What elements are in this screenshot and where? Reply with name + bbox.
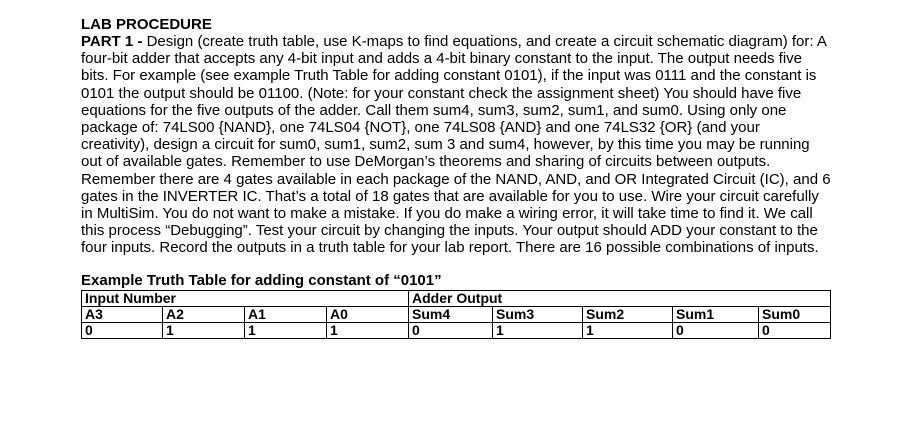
col-header-sum3: Sum3 xyxy=(493,306,583,322)
section-heading: LAB PROCEDURE xyxy=(81,16,212,33)
cell-sum0: 0 xyxy=(759,322,831,338)
cell-a0: 1 xyxy=(327,322,409,338)
cell-sum2: 1 xyxy=(583,322,673,338)
col-header-sum0: Sum0 xyxy=(759,306,831,322)
col-header-a0: A0 xyxy=(327,306,409,322)
part1-text: Design (create truth table, use K-maps to find equations, and create a circuit schematic diagram) for: A four-bit adder that accepts any 4-bit input and adds a 4-bit binary constant to the input. The output needs five bits. For example (see example Truth Table for adding constant 0101), if the input was 0111 and the constant is 0101 the output should be 01100. (Note: for your constant check the assignment sheet) You should have five equations for the five outputs of the adder. Call them sum4, sum3, sum2, sum1, and sum0. Using only one package of: 74LS00 {NAND}, one 74LS04 {NOT}, one 74LS08 {AND} and one 74LS32 {OR} (and your creativity), design a circuit for sum0, sum1, sum2, sum 3 and sum4, however, by this time you may be running out of available gates. Remember to use DeMorgan’s theorems and sharing of circuits between outputs. Remember there are 4 gates available in each package of the NAND, AND, and OR Integrated Circuit (IC), and 6 gates in the INVERTER IC. That’s a total of 18 gates that are available for you to use. Wire your circuit carefully in MultiSim. You do not want to make a mistake. If you do make a wiring error, it will take time to find it. We call this process “Debugging”. Test your circuit by changing the inputs. Your output should ADD your constant to the four inputs. Record the outputs in a truth table for your lab report. There are 16 possible combinations of inputs. xyxy=(81,33,831,257)
col-header-sum4: Sum4 xyxy=(409,306,493,322)
cell-a3: 0 xyxy=(82,322,163,338)
cell-a1: 1 xyxy=(245,322,327,338)
col-header-a1: A1 xyxy=(245,306,327,322)
table-row xyxy=(82,322,831,338)
col-header-sum1: Sum1 xyxy=(673,306,759,322)
table-header-row xyxy=(82,306,831,322)
cell-a2: 1 xyxy=(163,322,245,338)
group-adder-output: Adder Output xyxy=(409,290,831,306)
document-page xyxy=(81,16,831,339)
truth-table xyxy=(81,290,831,339)
col-header-a2: A2 xyxy=(163,306,245,322)
part1-lead: PART 1 - xyxy=(81,33,143,50)
group-input-number: Input Number xyxy=(82,290,409,306)
col-header-a3: A3 xyxy=(82,306,163,322)
table-title: Example Truth Table for adding constant of “0101” xyxy=(81,271,442,289)
table-group-row xyxy=(82,290,831,306)
part1-paragraph xyxy=(81,33,831,257)
cell-sum1: 0 xyxy=(673,322,759,338)
col-header-sum2: Sum2 xyxy=(583,306,673,322)
cell-sum3: 1 xyxy=(493,322,583,338)
cell-sum4: 0 xyxy=(409,322,493,338)
